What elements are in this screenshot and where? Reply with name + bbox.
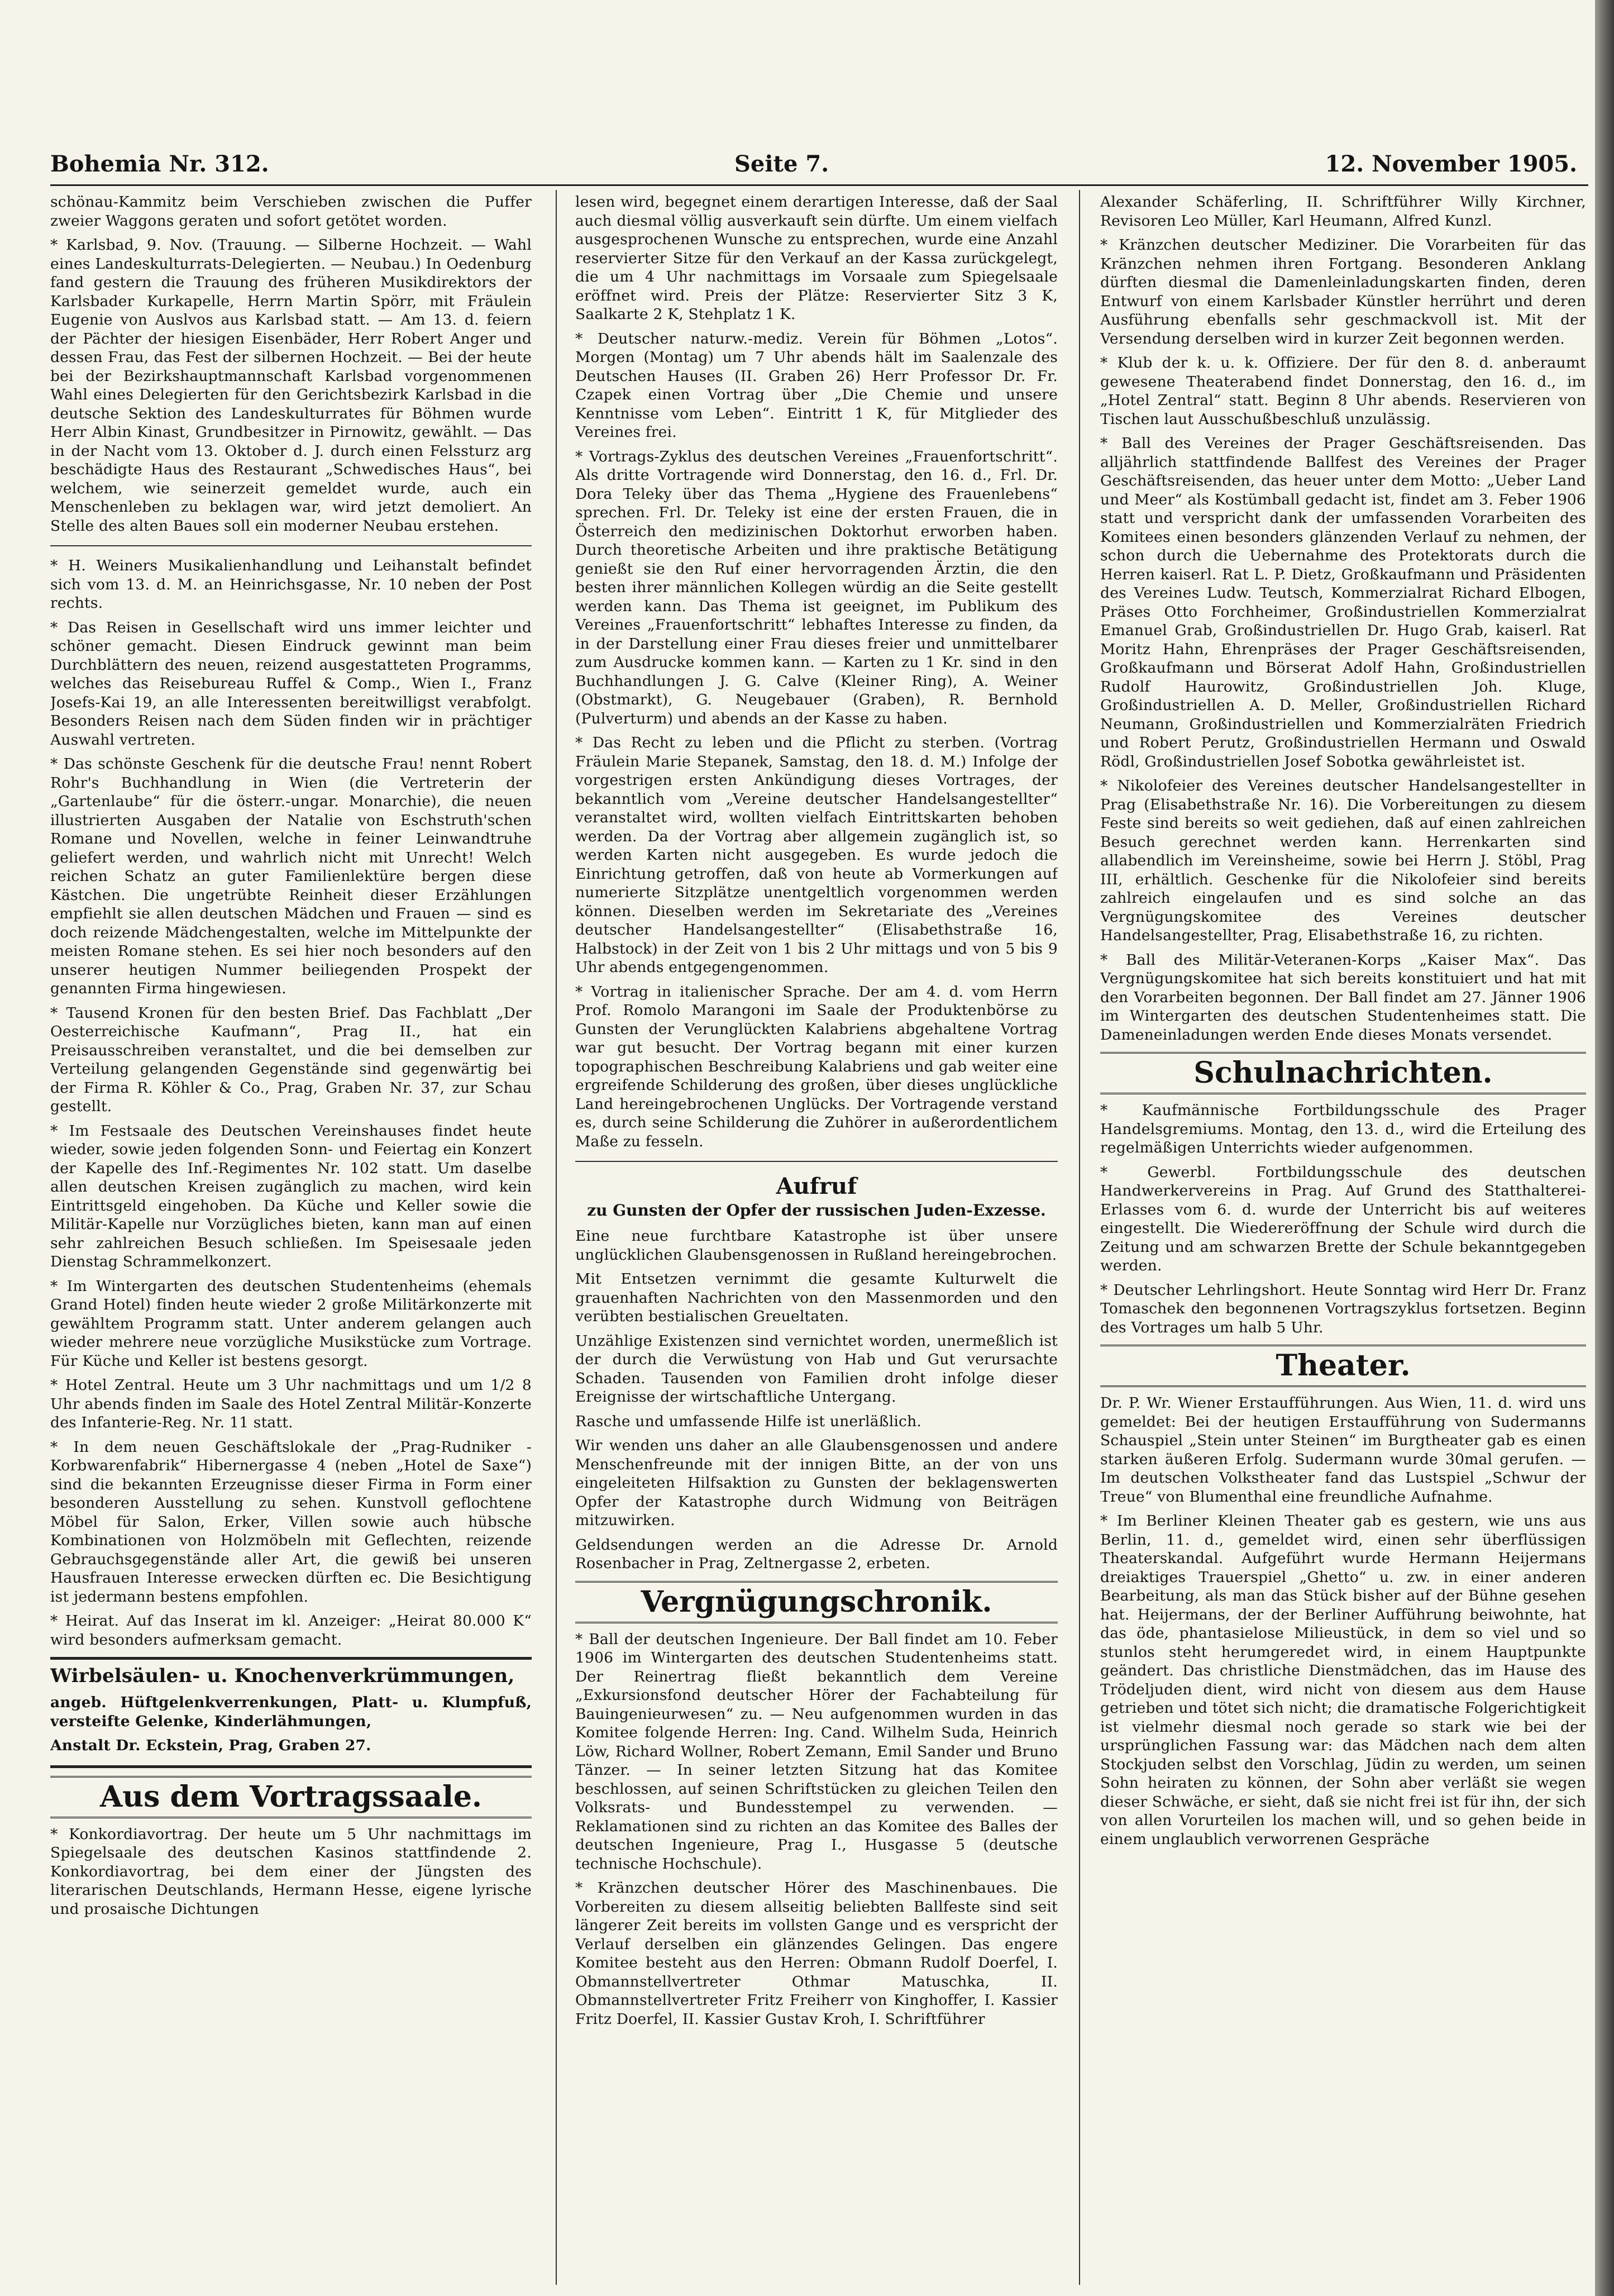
article: * Das Recht zu leben und die Pflicht zu sterben. (Vortrag Fräulein Marie Stepanek, Samstag, den 18. d. M.) Infolge der vorgestrigen ersten Ankündigung dieses Vortrages, der bekanntlich vom „Vereine deutscher Handelsangestellter“ veranstaltet wird, wollten vielfach Eintrittskarten behoben werden. Da der Vortrag aber allgemein zugänglich ist, so werden Karten nicht ausgegeben. Es wurde jedoch die Einrichtung getroffen, daß von heute ab Vormerkungen auf numerierte Sitzplätze unentgeltlich vorgenommen werden können. Dieselben werden im Sekretariate des „Vereines deutscher Handelsangestellter“ (Elisabethstraße 16, Halbstock) in der Zeit von 1 bis 2 Uhr mittags und von 5 bis 9 Uhr abends entgegengenommen. <box>575 734 1058 976</box>
article: * Im Wintergarten des deutschen Studentenheims (ehemals Grand Hotel) finden heute wieder 2 große Militärkonzerte mit gewähltem Programm statt. Unter anderem gelangen auch wieder mehrere neue vorzügliche Musikstücke zum Vortrage. Für Küche und Keller ist bestens gesorgt. <box>50 1277 532 1370</box>
ad-text: angeb. Hüftgelenkverrenkungen, Platt- u. Klumpfuß, versteifte Gelenke, Kinderlähmungen, <box>50 1694 532 1730</box>
article: * Im Berliner Kleinen Theater gab es gestern, wie uns aus Berlin, 11. d., gemeldet wird, einen sehr überflüssigen Theaterskandal. Aufgeführt wurde Hermann Heijermans dreiaktiges Trauerspiel „Ghetto“ u. zw. in einer anderen Bearbeitung, als man das Stück bisher auf der Bühne gesehen hat. Heijermans, der der Berliner Aufführung beiwohnte, hat das öde, phantasielose Milieustück, in dem so viel und so stunlos steht herumgeredet wird, in einem Hauptpunkte geändert. Das christliche Dienstmädchen, das im Hause des Trödeljuden dient, wird nicht von diesem aus dem Hause getrieben und tötet sich nicht; die dramatische Folgerichtigkeit ist vielmehr diesmal noch gerade so stark wie bei der ursprünglichen Fassung war: das Mädchen nach dem alten Stockjuden selbst den Vorschlag, Jüdin zu werden, um seinen Sohn heiraten zu können, der Sohn aber verläßt sie wegen dieser Schwäche, er sieht, daß sie nicht frei ist für ihn, der sich von allen Vorurteilen los machen will, und so gehen beide in einem unglaublich verworrenen Gespräche <box>1100 1512 1586 1848</box>
header-issue: Bohemia Nr. 312. <box>50 151 269 177</box>
article: * Tausend Kronen für den besten Brief. Das Fachblatt „Der Oesterreichische Kaufmann“, Prag II., hat ein Preisausschreiben veranstaltet, und die bei demselben zur Verteilung gelangenden Gegenstände sind gegenwärtig bei der Firma R. Köhler & Co., Prag, Graben Nr. 37, zur Schau gestellt. <box>50 1004 532 1115</box>
article: Alexander Schäferling, II. Schriftführer Willy Kirchner, Revisoren Leo Müller, Karl Heumann, Alfred Kunzl. <box>1100 193 1586 230</box>
appeal-paragraph: Mit Entsetzen vernimmt die gesamte Kulturwelt die grauenhaften Nachrichten von den Massenmorden und den verübten bestialischen Greueltaten. <box>575 1270 1058 1325</box>
divider <box>50 545 532 546</box>
appeal-paragraph: Eine neue furchtbare Katastrophe ist über unsere unglücklichen Glaubensgenossen in Rußland hereingebrochen. <box>575 1227 1058 1264</box>
article: * Vortrags-Zyklus des deutschen Vereines „Frauenfortschritt“. Als dritte Vortragende wird Donnerstag, den 16. d., Frl. Dr. Dora Teleky über das Thema „Hygiene des Frauenlebens“ sprechen. Frl. Dr. Teleky ist eine der ersten Frauen, die in Österreich den medizinischen Doktorhut erworben haben. Durch theoretische Arbeiten und ihre praktische Betätigung genießt sie den Ruf einer hervorragenden Ärztin, die den besten ihrer männlichen Kollegen würdig an die Seite gestellt werden kann. Das Thema ist geeignet, im Publikum des Vereines „Frauenfortschritt“ lebhaftes Interesse zu finden, da in der Darstellung einer Frau dieses freier und unmittelbarer zum Ausdrucke kommen kann. — Karten zu 1 Kr. sind in den Buchhandlungen J. G. Calve (Kleiner Ring), A. Weiner (Obstmarkt), G. Neugebauer (Graben), R. Bernhold (Pulverturm) und abends an der Kasse zu haben. <box>575 447 1058 727</box>
appeal-paragraph: Rasche und umfassende Hilfe ist unerläßlich. <box>575 1412 921 1430</box>
article: * Hotel Zentral. Heute um 3 Uhr nachmittags und um 1/2 8 Uhr abends finden im Saale des Hotel Zentral Militär-Konzerte des Infanterie-Reg. Nr. 11 statt. <box>50 1376 532 1431</box>
appeal-title: Aufruf <box>776 1173 857 1199</box>
ad-headline: Wirbelsäulen- u. Knochenverkrümmungen, <box>50 1665 515 1687</box>
appeal-subtitle: zu Gunsten der Opfer der russischen Juden-Exzesse. <box>587 1201 1046 1220</box>
section-title: Aus dem Vortragssaale. <box>50 1776 532 1818</box>
appeal-paragraph: Geldsendungen werden an die Adresse Dr. Arnold Rosenbacher in Prag, Zeltnergasse 2, erbeten. <box>575 1536 1058 1572</box>
column-3 <box>1100 193 1586 2282</box>
article: * Konkordiavortrag. Der heute um 5 Uhr nachmittags im Spiegelsaale des deutschen Kasinos stattfindende 2. Konkordiavortrag, bei dem einer der Jüngsten des literarischen Deutschlands, Hermann Hesse, eigene lyrische und prosaische Dichtungen <box>50 1825 532 1918</box>
article: * Kränzchen deutscher Hörer des Maschinenbaues. Die Vorbereiten zu diesem allseitig beliebten Ballfeste sind seit längerer Zeit bereits im vollsten Gange und es verspricht der Verlauf derselben ein glänzendes Gelingen. Das engere Komitee besteht aus den Herren: Obmann Rudolf Doerfel, I. Obmannstellvertreter Othmar Matuschka, II. Obmannstellvertreter Fritz Freiherr von Kinghoffer, I. Kassier Fritz Doerfel, II. Kassier Gustav Kroh, I. Schriftführer <box>575 1879 1058 2028</box>
header-page-number: Seite 7. <box>734 151 829 177</box>
article: * Kaufmännische Fortbildungsschule des Prager Handelsgremiums. Montag, den 13. d., wird die Erteilung des regelmäßigen Unterrichts wieder aufgenommen. <box>1100 1102 1586 1156</box>
article: lesen wird, begegnet einem derartigen Interesse, daß der Saal auch diesmal völlig ausverkauft sein dürfte. Um einem vielfach ausgesprochenen Wunsche zu entsprechen, wurde eine Anzahl reservierter Sitze für den Verkauf an der Kassa zurückgelegt, die um 4 Uhr nachmittags im Vorsaale zum Spiegelsaale eröffnet wird. Preis der Plätze: Reservierter Sitz 3 K, Saalkarte 2 K, Stehplatz 1 K. <box>575 193 1058 323</box>
article: * Deutscher naturw.-mediz. Verein für Böhmen „Lotos“. Morgen (Montag) um 7 Uhr abends hält im Saalenzale des Deutschen Hauses (II. Graben 26) Herr Professor Dr. Fr. Czapek einen Vortrag über „Die Chemie und unsere Kenntnisse vom Leben“. Eintritt 1 K, für Mitglieder des Vereines frei. <box>575 330 1058 441</box>
column-rule <box>1079 190 1080 2285</box>
article: * Karlsbad, 9. Nov. (Trauung. — Silberne Hochzeit. — Wahl eines Landeskulturrats-Delegierten. — Neubau.) In Oedenburg fand gestern die Trauung des früheren Musikdirektors der Karlsbader Kurkapelle, Herrn Martin Spörr, mit Fräulein Eugenie von Auslvos aus Karlsbad statt. — Am 13. d. feiern der Pächter der hiesigen Eisenbäder, Herr Robert Anger und dessen Frau, das Fest der silbernen Hochzeit. — Bei der heute bei der Bezirkshauptmannschaft Karlsbad vorgenommenen Wahl eines Delegierten für den Gerichtsbezirk Karlsbad in die deutsche Sektion des Landeskulturrates für Böhmen wurde Herr Albin Kinast, Grundbesitzer in Pirnowitz, gewählt. — Das in der Nacht vom 13. Oktober d. J. durch einen Felssturz arg beschädigte Haus des Restaurant „Schwedisches Haus“, bei welchem, wie seinerzeit gemeldet wurde, auch ein Menschenleben zu beklagen war, wird jetzt demoliert. An Stelle des alten Baues soll ein moderner Neubau erstehen. <box>50 236 532 535</box>
article: * In dem neuen Geschäftslokale der „Prag-Rudniker - Korbwarenfabrik“ Hibernergasse 4 (neben „Hotel de Saxe“) sind die bekannten Erzeugnisse dieser Firma in Form einer besonderen Ausstellung zu sehen. Kunstvoll geflochtene Möbel für Salon, Erker, Villen sowie auch hübsche Kombinationen von Holzmöbeln mit Geflechten, reizende Gebrauchsgegenstände aller Art, die gewiß bei unseren Hausfrauen Interesse erwecken dürften ec. Die Besichtigung ist jedermann bestens empfohlen. <box>50 1438 532 1606</box>
advertisement <box>50 1657 532 1768</box>
article: * Gewerbl. Fortbildungsschule des deutschen Handwerkervereins in Prag. Auf Grund des Statthalterei-Erlasses vom 6. d. wurde der Unterricht bis auf weiteres eingestellt. Die Wiedereröffnung der Schule wird durch die Zeitung und am schwarzen Brette der Schule bekanntgegeben werden. <box>1100 1163 1586 1274</box>
article: * Deutscher Lehrlingshort. Heute Sonntag wird Herr Dr. Franz Tomaschek den begonnenen Vortragszyklus fortsetzen. Beginn des Vortrages um halb 5 Uhr. <box>1100 1281 1586 1336</box>
article: Dr. P. Wr. Wiener Erstaufführungen. Aus Wien, 11. d. wird uns gemeldet: Bei der heutigen Erstaufführung von Sudermanns Schauspiel „Stein unter Steinen“ im Burgtheater gab es einen starken äußeren Erfolg. Sudermann wurde 30mal gerufen. — Im deutschen Volkstheater fand das Lustspiel „Schwur der Treue“ von Blumenthal eine freundliche Aufnahme. <box>1100 1394 1586 1506</box>
newspaper-page <box>50 0 1588 2296</box>
divider <box>575 1161 1058 1162</box>
article: * Kränzchen deutscher Mediziner. Die Vorarbeiten für das Kränzchen nehmen ihren Fortgang. Besonderen Anklang dürften diesmal die Damenleinladungskarten finden, deren Entwurf von einem Karlsbader Künstler herrührt und deren Ausführung ebenfalls sehr geschmackvoll ist. Mit der Versendung derselben wird in kurzer Zeit begonnen werden. <box>1100 236 1586 347</box>
article: schönau-Kammitz beim Verschieben zwischen die Puffer zweier Waggons geraten und sofort getötet worden. <box>50 193 532 230</box>
article: * Ball der deutschen Ingenieure. Der Ball findet am 10. Feber 1906 im Wintergarten des deutschen Studentenheims statt. Der Reinertrag fließt bekanntlich dem Vereine „Exkursionsfond deutscher Hörer der Fachabteilung für Bauingenieurwesen“ zu. — Neu aufgenommen wurden in das Komitee folgende Herren: Ing. Cand. Wilhelm Suda, Heinrich Löw, Richard Wollner, Robert Zemann, Emil Sander und Bruno Tänzer. — In seiner letzten Sitzung hat das Komitee beschlossen, auf seinen Schriftstücken zu gleichen Teilen den Volksrats- und Bundesstempel zu verwenden. — Reklamationen sind zu richten an das Komitee des Balles der deutschen Ingenieure, Prag I., Husgasse 5 (deutsche technische Hochschule). <box>575 1630 1058 1873</box>
section-title: Vergnügungschronik. <box>575 1581 1058 1623</box>
article: * Heirat. Auf das Inserat im kl. Anzeiger: „Heirat 80.000 K“ wird besonders aufmerksam gemacht. <box>50 1612 532 1649</box>
article: * Das Reisen in Gesellschaft wird uns immer leichter und schöner gemacht. Diesen Eindruck gewinnt man beim Durchblättern des neuen, reizend ausgestatteten Programms, welches das Reisebureau Ruffel & Comp., Wien I., Franz Josefs-Kai 19, an alle Interessenten bereitwilligst verabfolgt. Besonders Reisen nach dem Süden finden wir in prächtiger Auswahl vertreten. <box>50 618 532 749</box>
article: * Im Festsaale des Deutschen Vereinshauses findet heute wieder, sowie jeden folgenden Sonn- und Feiertag ein Konzert der Kapelle des Inf.-Regimentes Nr. 102 statt. Um daselbe allen deutschen Kreisen zugänglich zu machen, wird kein Eintrittsgeld eingehoben. Da Küche und Keller sowie die Militär-Kapelle nur Vorzügliches bieten, kann man auf einen sehr zahlreichen Besuch schließen. Im Speisesaale jeden Dienstag Schrammelkonzert. <box>50 1122 532 1270</box>
article: * Das schönste Geschenk für die deutsche Frau! nennt Robert Rohr's Buchhandlung in Wien (die Vertreterin der „Gartenlaube“ für die österr.-ungar. Monarchie), die neuen illustrierten Ausgaben der Natalie von Eschstruth'schen Romane und Novellen, welche in feiner Leinwandtruhe geliefert werden, und wahrlich nicht mit Unrecht! Welch reichen Schatz an guter Familienlektüre bergen diese Kästchen. Die ungetrübte Reinheit dieser Erzählungen empfiehlt sie allen deutschen Mädchen und Frauen — sind es doch reizende Mädchengestalten, welche im Mittelpunkte der meisten Romane stehen. Es sei hier noch besonders auf den unserer heutigen Nummer beiliegenden Prospekt der genannten Firma hingewiesen. <box>50 755 532 997</box>
appeal-box <box>575 1172 1058 1573</box>
article: * Ball des Militär-Veteranen-Korps „Kaiser Max“. Das Vergnügungskomitee hat sich bereits konstituiert und hat mit den Vorarbeiten begonnen. Der Ball findet am 27. Jänner 1906 im Wintergarten des deutschen Studentenheimes statt. Die Dameneinladungen werden Ende dieses Monats versendet. <box>1100 951 1586 1044</box>
article: * H. Weiners Musikalienhandlung und Leihanstalt befindet sich vom 13. d. M. an Heinrichsgasse, Nr. 10 neben der Post rechts. <box>50 557 532 612</box>
column-rule <box>556 190 557 2285</box>
article: * Klub der k. u. k. Offiziere. Der für den 8. d. anberaumt gewesene Theaterabend findet Donnerstag, den 16. d., im „Hotel Zentral“ statt. Beginn 8 Uhr abends. Reservieren von Tischen laut Ausschußbeschluß unzulässig. <box>1100 354 1586 428</box>
appeal-paragraph: Unzählige Existenzen sind vernichtet worden, unermeßlich ist der durch die Verwüstung von Hab und Gut verursachte Schaden. Tausenden von Familien droht infolge dieser Ereignisse der wirtschaftliche Untergang. <box>575 1332 1058 1406</box>
section-title: Theater. <box>1100 1345 1586 1387</box>
article: * Vortrag in italienischer Sprache. Der am 4. d. vom Herrn Prof. Romolo Marangoni im Saale der Produktenbörse zu Gunsten der Verunglückten Kalabriens abgehaltene Vortrag war gut besucht. Der Vortrag begann mit einer kurzen topographischen Beschreibung Kalabriens und gab weiter eine ergreifende Schilderung des großen, über dieses unglückliche Land hereingebrochenen Unglücks. Der Vortragende verstand es, durch seine Schilderung die Zuhörer in außerordentlichem Maße zu fesseln. <box>575 983 1058 1150</box>
column-2 <box>575 193 1058 2282</box>
header-rule <box>50 184 1588 186</box>
article: * Ball des Vereines der Prager Geschäftsreisenden. Das alljährlich stattfindende Ballfest des Vereines der Prager Geschäftsreisenden, das heuer unter dem Motto: „Ueber Land und Meer“ als Kostümball gedacht ist, findet am 3. Feber 1906 statt und verspricht dank der umfassenden Vorarbeiten des Komitees einen besonders glänzenden Verlauf zu nehmen, der schon durch die Uebernahme des Protektorats durch die Herren kaiserl. Rat L. P. Dietz, Großkaufmann und Präsidenten des Vereines Ludw. Teutsch, Kommerzialrat Richard Elbogen, Präses Otto Forchheimer, Großindustriellen Kommerzialrat Emanuel Grab, Großindustriellen Dr. Hugo Grab, kaiserl. Rat Moritz Hahn, Ehrenpräses der Prager Geschäftsreisenden, Großkaufmann und Börserat Adolf Hahn, Großindustriellen Rudolf Haurowitz, Großindustriellen Joh. Kluge, Großindustriellen A. D. Meller, Großindustriellen Richard Neumann, Großindustriellen und Kommerzialräten Friedrich und Robert Perutz, Großindustriellen Hermann und Oswald Rödl, Großindustriellen Josef Sobotka gewährleistet ist. <box>1100 435 1586 770</box>
ad-address: Anstalt Dr. Eckstein, Prag, Graben 27. <box>50 1737 371 1754</box>
page-header <box>50 146 1588 182</box>
appeal-paragraph: Wir wenden uns daher an alle Glaubensgenossen und andere Menschenfreunde mit der innigen Bitte, an der von uns eingeleiteten Hilfsaktion zu Gunsten der beklagenswerten Opfer der Katastrophe durch Widmung von Beiträgen mitzuwirken. <box>575 1437 1058 1529</box>
article: * Nikolofeier des Vereines deutscher Handelsangestellter in Prag (Elisabethstraße Nr. 16). Die Vorbereitungen zu diesem Feste sind bereits so weit gediehen, daß auf einen zahlreichen Besuch gerechnet werden kann. Herrenkarten sind allabendlich im Vereinsheime, sowie bei Herrn J. Stöbl, Prag III, erhältlich. Geschenke für die Nikolofeier sind bereits zahlreich eingelaufen und es sind solche an das Vergnügungskomitee des Vereines deutscher Handelsangestellter, Prag, Elisabethstraße 16, zu richten. <box>1100 777 1586 944</box>
section-title: Schulnachrichten. <box>1100 1052 1586 1094</box>
page-edge-shadow <box>1595 0 1614 2296</box>
column-1 <box>50 193 532 2282</box>
header-date: 12. November 1905. <box>1325 151 1577 177</box>
